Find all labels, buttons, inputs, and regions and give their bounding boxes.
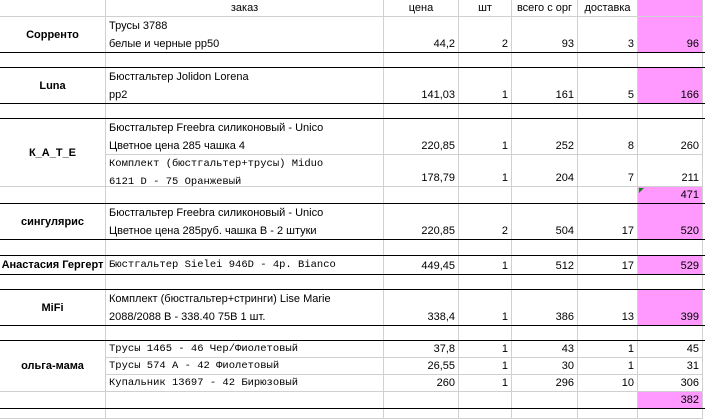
- description-line: Бюстгальтер Jolidon Lorena: [109, 71, 249, 83]
- customer-name[interactable]: [0, 341, 106, 392]
- blank-cell[interactable]: [384, 275, 459, 290]
- blank-cell[interactable]: [459, 409, 512, 419]
- blank-cell[interactable]: [459, 104, 512, 119]
- blank-cell[interactable]: [0, 392, 106, 409]
- total-cell[interactable]: [512, 290, 578, 326]
- qty-cell-value: 1: [501, 377, 508, 389]
- blank-cell[interactable]: [512, 275, 578, 290]
- customer-name-label: Сорренто: [26, 28, 79, 41]
- blank-cell[interactable]: [459, 326, 512, 341]
- blank-cell[interactable]: [638, 104, 703, 119]
- description-line: рр2: [109, 89, 128, 101]
- qty-cell-value: 1: [501, 311, 508, 323]
- delivery-cell[interactable]: [578, 204, 638, 240]
- total-cell[interactable]: [512, 17, 578, 53]
- blank-cell[interactable]: [638, 326, 703, 341]
- blank-cell[interactable]: [578, 275, 638, 290]
- description-line: Трусы 1465 - 46 Чер/Фиолетовый: [109, 343, 299, 355]
- price-cell-value: 44,2: [433, 38, 455, 50]
- header-delivery-label: доставка: [584, 2, 631, 14]
- qty-cell[interactable]: [459, 204, 512, 240]
- order-description[interactable]: [106, 375, 384, 392]
- blank-cell[interactable]: [638, 240, 703, 256]
- blank-cell[interactable]: [106, 187, 384, 204]
- qty-cell[interactable]: [459, 375, 512, 392]
- blank-cell[interactable]: [578, 409, 638, 419]
- blank-cell[interactable]: [459, 392, 512, 409]
- delivery-cell[interactable]: [578, 341, 638, 358]
- qty-cell[interactable]: [459, 358, 512, 375]
- total-cell[interactable]: [512, 119, 578, 155]
- blank-cell[interactable]: [459, 187, 512, 204]
- description-line: белые и черные рр50: [109, 38, 220, 50]
- blank-cell[interactable]: [0, 409, 106, 419]
- blank-cell[interactable]: [0, 275, 106, 290]
- delivery-cell[interactable]: [578, 68, 638, 104]
- item-sum-value: 306: [680, 377, 699, 389]
- blank-cell[interactable]: [0, 240, 106, 256]
- total-cell-value: 204: [555, 172, 574, 184]
- order-description[interactable]: [106, 68, 384, 104]
- delivery-cell-value: 1: [627, 360, 634, 372]
- final-cell[interactable]: [638, 17, 703, 53]
- blank-cell[interactable]: [512, 240, 578, 256]
- delivery-cell[interactable]: [578, 155, 638, 187]
- delivery-cell-value: 10: [621, 377, 634, 389]
- blank-cell[interactable]: [512, 187, 578, 204]
- price-cell[interactable]: [384, 17, 459, 53]
- blank-cell[interactable]: [578, 187, 638, 204]
- order-description[interactable]: [106, 358, 384, 375]
- blank-cell[interactable]: [106, 53, 384, 68]
- header-price[interactable]: [384, 0, 459, 17]
- customer-sum-value: 399: [680, 311, 699, 323]
- customer-name-label: MiFi: [41, 301, 64, 314]
- delivery-cell[interactable]: [578, 290, 638, 326]
- qty-cell-value: 1: [501, 360, 508, 372]
- header-delivery[interactable]: [578, 0, 638, 17]
- order-description[interactable]: [106, 17, 384, 53]
- total-cell[interactable]: [512, 341, 578, 358]
- price-cell[interactable]: [384, 68, 459, 104]
- qty-cell[interactable]: [459, 17, 512, 53]
- qty-cell-value: 2: [501, 225, 508, 237]
- description-line: Трусы 3788: [109, 20, 168, 32]
- delivery-cell[interactable]: [578, 375, 638, 392]
- item-sum-value: 211: [681, 172, 699, 184]
- blank-cell[interactable]: [384, 187, 459, 204]
- final-cell[interactable]: [638, 68, 703, 104]
- header-price-label: цена: [408, 2, 434, 14]
- customer-total-value: 471: [680, 189, 699, 201]
- final-cell[interactable]: [638, 256, 703, 275]
- order-description[interactable]: [106, 155, 384, 187]
- customer-name[interactable]: [0, 290, 106, 326]
- price-cell-value: 449,45: [421, 260, 455, 272]
- blank-cell[interactable]: [578, 240, 638, 256]
- customer-sum-value: 166: [680, 89, 699, 101]
- blank-cell[interactable]: [638, 409, 703, 419]
- price-cell-value: 141,03: [421, 89, 455, 101]
- blank-cell[interactable]: [512, 104, 578, 119]
- blank-cell[interactable]: [384, 392, 459, 409]
- qty-cell-value: 1: [501, 172, 508, 184]
- final-cell[interactable]: [638, 290, 703, 326]
- total-cell[interactable]: [512, 375, 578, 392]
- total-cell-value: 504: [555, 225, 574, 237]
- item-sum-value: 31: [686, 360, 699, 372]
- blank-cell[interactable]: [106, 409, 384, 419]
- blank-cell[interactable]: [384, 240, 459, 256]
- blank-cell[interactable]: [578, 53, 638, 68]
- blank-cell[interactable]: [578, 326, 638, 341]
- blank-cell[interactable]: [578, 392, 638, 409]
- customer-name-label: ольга-мама: [21, 360, 84, 372]
- total-cell-value: 252: [555, 140, 574, 152]
- blank-cell[interactable]: [106, 104, 384, 119]
- blank-cell[interactable]: [384, 104, 459, 119]
- blank-cell[interactable]: [512, 409, 578, 419]
- blank-cell[interactable]: [106, 275, 384, 290]
- qty-cell[interactable]: [459, 68, 512, 104]
- header-qty[interactable]: [459, 0, 512, 17]
- price-cell-value: 338,4: [427, 311, 455, 323]
- delivery-cell-value: 8: [627, 140, 634, 152]
- header-qty-label: шт: [478, 2, 492, 14]
- total-cell[interactable]: [512, 68, 578, 104]
- blank-cell[interactable]: [0, 104, 106, 119]
- blank-cell[interactable]: [459, 275, 512, 290]
- header-blank[interactable]: [0, 0, 106, 17]
- description-line: Комплект (бюстгальтер+трусы) Miduo: [109, 158, 324, 170]
- customer-name-label: К_А_Т_Е: [28, 146, 77, 159]
- description-line: Цветное цена 285 чашка 4: [109, 140, 245, 152]
- blank-cell[interactable]: [0, 187, 106, 204]
- order-description[interactable]: [106, 290, 384, 326]
- total-cell-value: 43: [561, 343, 574, 355]
- qty-cell-value: 1: [501, 89, 508, 101]
- final-cell[interactable]: [638, 119, 703, 155]
- delivery-cell-value: 3: [627, 38, 634, 50]
- description-line: Бюстгальтер Freebra силиконовый - Unico: [109, 207, 324, 219]
- customer-name[interactable]: [0, 119, 106, 187]
- blank-cell[interactable]: [0, 326, 106, 341]
- price-cell-value: 220,85: [421, 225, 455, 237]
- customer-sum-value: 520: [680, 225, 699, 237]
- price-cell[interactable]: [384, 375, 459, 392]
- delivery-cell-value: 13: [621, 311, 634, 323]
- price-cell[interactable]: [384, 290, 459, 326]
- header-total[interactable]: [512, 0, 578, 17]
- price-cell[interactable]: [384, 119, 459, 155]
- blank-cell[interactable]: [459, 240, 512, 256]
- item-sum-value: 260: [680, 140, 699, 152]
- blank-cell[interactable]: [106, 240, 384, 256]
- delivery-cell-value: 7: [627, 172, 634, 184]
- blank-cell[interactable]: [512, 53, 578, 68]
- total-cell-value: 512: [555, 260, 574, 272]
- blank-cell[interactable]: [578, 104, 638, 119]
- final-cell[interactable]: [638, 155, 703, 187]
- total-cell[interactable]: [512, 256, 578, 275]
- qty-cell-value: 1: [501, 260, 508, 272]
- customer-total-cell[interactable]: [638, 187, 703, 204]
- delivery-cell[interactable]: [578, 119, 638, 155]
- total-cell-value: 296: [555, 377, 574, 389]
- comment-marker-icon: [639, 188, 644, 193]
- blank-cell[interactable]: [512, 392, 578, 409]
- total-cell[interactable]: [512, 358, 578, 375]
- customer-total-value: 382: [680, 394, 699, 406]
- order-description[interactable]: [106, 256, 384, 275]
- qty-cell[interactable]: [459, 256, 512, 275]
- total-cell-value: 30: [561, 360, 574, 372]
- customer-sum-value: 529: [680, 260, 699, 272]
- blank-cell[interactable]: [106, 392, 384, 409]
- delivery-cell[interactable]: [578, 17, 638, 53]
- delivery-cell-value: 17: [621, 225, 634, 237]
- price-cell-value: 178,79: [421, 172, 455, 184]
- description-line: Комплект (бюстгальтер+стринги) Lise Marie: [109, 293, 331, 305]
- customer-name[interactable]: [0, 68, 106, 104]
- delivery-cell-value: 5: [627, 89, 634, 101]
- price-cell-value: 26,55: [427, 360, 455, 372]
- description-line: Купальник 13697 - 42 Бирюзовый: [109, 377, 299, 389]
- price-cell[interactable]: [384, 358, 459, 375]
- blank-cell[interactable]: [106, 326, 384, 341]
- total-cell-value: 93: [561, 38, 574, 50]
- final-cell[interactable]: [638, 375, 703, 392]
- customer-total-cell[interactable]: [638, 392, 703, 409]
- qty-cell-value: 1: [501, 343, 508, 355]
- header-order[interactable]: [106, 0, 384, 17]
- qty-cell[interactable]: [459, 119, 512, 155]
- blank-cell[interactable]: [512, 326, 578, 341]
- customer-name[interactable]: [0, 256, 106, 275]
- total-cell-value: 161: [555, 89, 574, 101]
- total-cell[interactable]: [512, 155, 578, 187]
- total-cell[interactable]: [512, 204, 578, 240]
- price-cell-value: 37,8: [433, 343, 455, 355]
- description-line: 2088/2088 В - 338.40 75В 1 шт.: [109, 311, 266, 323]
- qty-cell-value: 1: [501, 140, 508, 152]
- delivery-cell-value: 1: [627, 343, 634, 355]
- customer-name-label: сингулярис: [20, 215, 85, 228]
- order-description[interactable]: [106, 119, 384, 155]
- customer-name[interactable]: [0, 17, 106, 53]
- item-sum-value: 45: [686, 343, 699, 355]
- blank-cell[interactable]: [638, 53, 703, 68]
- description-line: 6121 D - 75 Оранжевый: [109, 176, 242, 187]
- customer-name-label: Luna: [39, 79, 66, 92]
- header-order-label: заказ: [230, 2, 259, 14]
- final-cell[interactable]: [638, 204, 703, 240]
- order-description[interactable]: [106, 204, 384, 240]
- total-cell-value: 386: [555, 311, 574, 323]
- description-line: Бюстгальтер Sielei 946D - 4р. Bianco: [109, 259, 336, 271]
- final-cell[interactable]: [638, 358, 703, 375]
- header-total-label: всего с орг: [516, 2, 573, 14]
- customer-name[interactable]: [0, 204, 106, 240]
- blank-cell[interactable]: [384, 53, 459, 68]
- price-cell-value: 260: [436, 377, 455, 389]
- price-cell[interactable]: [384, 204, 459, 240]
- blank-cell[interactable]: [384, 326, 459, 341]
- price-cell[interactable]: [384, 256, 459, 275]
- customer-sum-value: 96: [686, 38, 699, 50]
- qty-cell-value: 2: [501, 38, 508, 50]
- price-cell[interactable]: [384, 341, 459, 358]
- description-line: Бюстгальтер Freebra силиконовый - Unico: [109, 122, 324, 134]
- blank-cell[interactable]: [0, 53, 106, 68]
- customer-name-label: Анастасия Гергерт: [1, 259, 104, 271]
- final-cell[interactable]: [638, 341, 703, 358]
- blank-cell[interactable]: [638, 275, 703, 290]
- delivery-cell[interactable]: [578, 256, 638, 275]
- qty-cell[interactable]: [459, 290, 512, 326]
- description-line: Трусы 574 А - 42 Фиолетовый: [109, 360, 280, 372]
- price-cell[interactable]: [384, 155, 459, 187]
- description-line: Цветное цена 285руб. чашка В - 2 штуки: [109, 225, 317, 237]
- delivery-cell-value: 17: [621, 260, 634, 272]
- blank-cell[interactable]: [459, 53, 512, 68]
- price-cell-value: 220,85: [421, 140, 455, 152]
- qty-cell[interactable]: [459, 155, 512, 187]
- order-description[interactable]: [106, 341, 384, 358]
- delivery-cell[interactable]: [578, 358, 638, 375]
- blank-cell[interactable]: [384, 409, 459, 419]
- qty-cell[interactable]: [459, 341, 512, 358]
- header-final[interactable]: [638, 0, 703, 17]
